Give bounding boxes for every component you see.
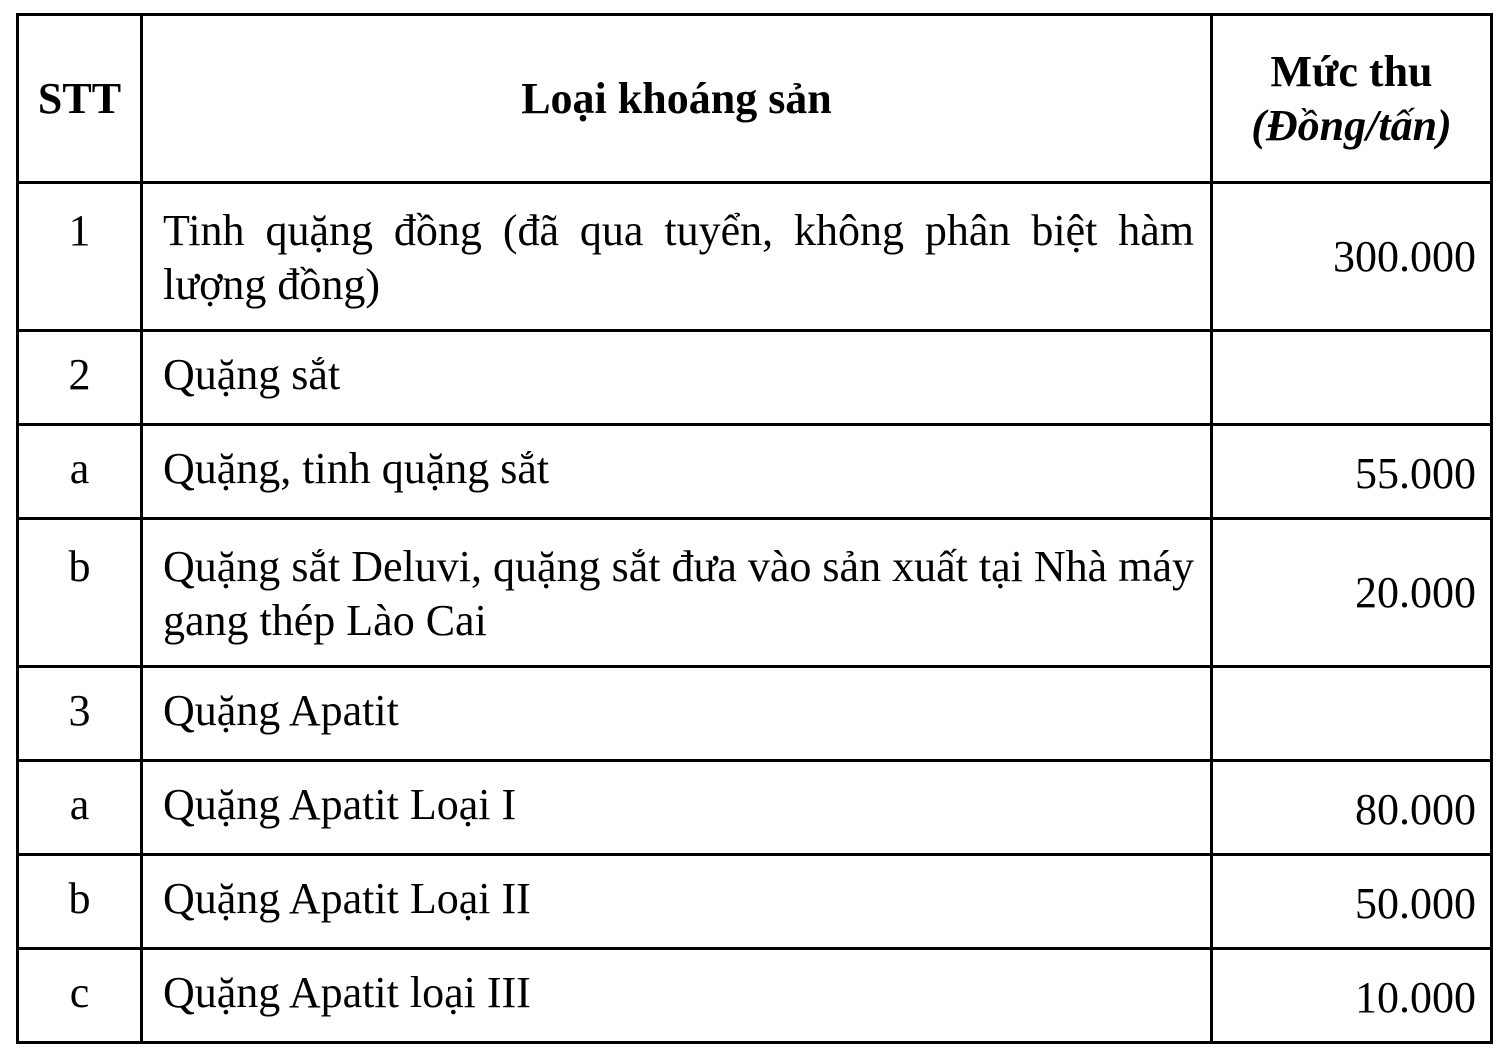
row-stt: 2 xyxy=(18,331,142,425)
row-mineral-name: Quặng Apatit loại III xyxy=(142,949,1212,1043)
table-row xyxy=(18,183,1492,331)
row-fee: 300.000 xyxy=(1212,183,1492,331)
header-fee-unit: (Đồng/tấn) xyxy=(1251,100,1452,150)
row-stt: b xyxy=(18,519,142,667)
header-fee xyxy=(1212,15,1492,183)
table-row xyxy=(18,331,1492,425)
row-mineral-name: Tinh quặng đồng (đã qua tuyển, không phân biệt hàm lượng đồng) xyxy=(142,183,1212,331)
header-stt: STT xyxy=(18,15,142,183)
row-fee: 10.000 xyxy=(1212,949,1492,1043)
table-row xyxy=(18,519,1492,667)
table-row xyxy=(18,761,1492,855)
row-mineral-name: Quặng sắt Deluvi, quặng sắt đưa vào sản xuất tại Nhà máy gang thép Lào Cai xyxy=(142,519,1212,667)
row-fee: 50.000 xyxy=(1212,855,1492,949)
row-fee xyxy=(1212,667,1492,761)
row-mineral-name: Quặng Apatit xyxy=(142,667,1212,761)
header-mineral-type: Loại khoáng sản xyxy=(142,15,1212,183)
row-mineral-name: Quặng Apatit Loại II xyxy=(142,855,1212,949)
row-fee xyxy=(1212,331,1492,425)
table-row xyxy=(18,949,1492,1043)
table-row xyxy=(18,425,1492,519)
row-fee: 55.000 xyxy=(1212,425,1492,519)
fee-table-container xyxy=(16,13,1493,1044)
row-mineral-name: Quặng sắt xyxy=(142,331,1212,425)
row-stt: a xyxy=(18,761,142,855)
row-stt: a xyxy=(18,425,142,519)
table-row xyxy=(18,667,1492,761)
row-stt: c xyxy=(18,949,142,1043)
row-stt: b xyxy=(18,855,142,949)
table-row xyxy=(18,855,1492,949)
header-row xyxy=(18,15,1492,183)
row-mineral-name: Quặng Apatit Loại I xyxy=(142,761,1212,855)
mineral-fee-table xyxy=(16,13,1493,1044)
row-mineral-name: Quặng, tinh quặng sắt xyxy=(142,425,1212,519)
header-fee-label: Mức thu xyxy=(1270,46,1433,96)
row-fee: 80.000 xyxy=(1212,761,1492,855)
row-fee: 20.000 xyxy=(1212,519,1492,667)
row-stt: 3 xyxy=(18,667,142,761)
row-stt: 1 xyxy=(18,183,142,331)
